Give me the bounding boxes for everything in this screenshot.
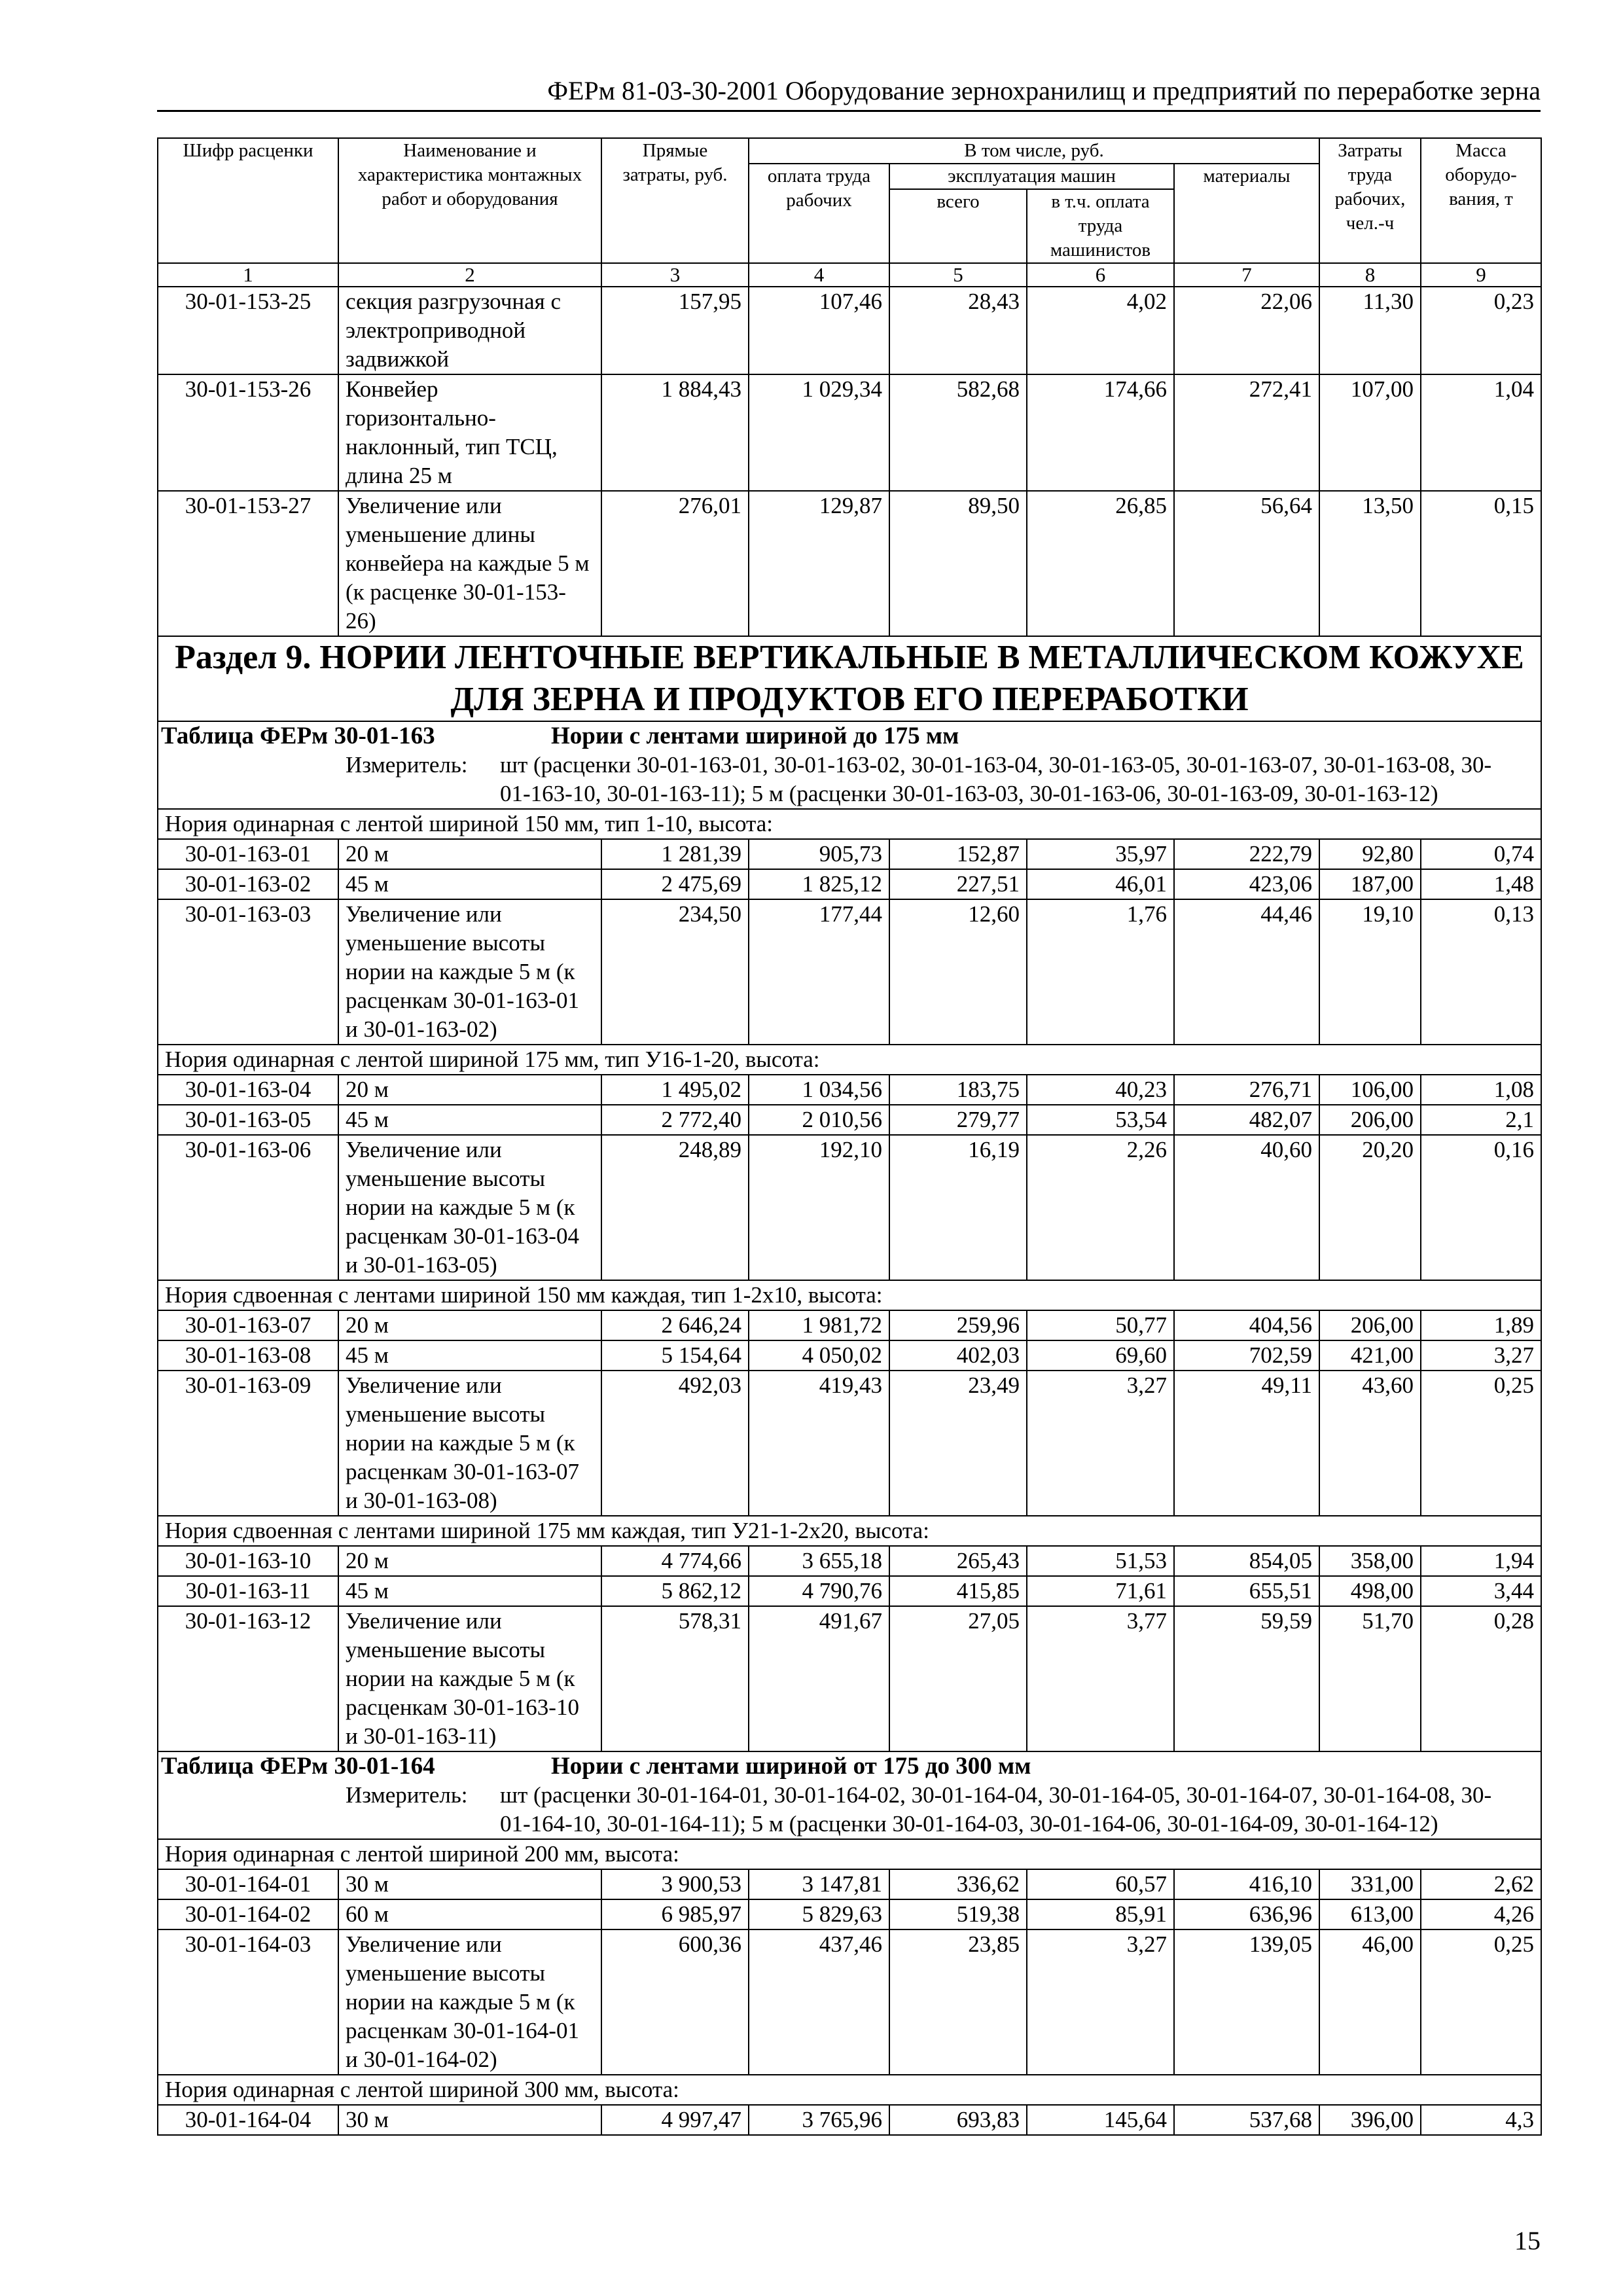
cell-mass: 1,04 (1421, 374, 1541, 491)
work-name: Увеличение или уменьшение высоты нории на каждые 5 м (к расценкам 30-01-163-10 и 30-01-163-11) (338, 1606, 601, 1751)
group-subheader: Нория сдвоенная с лентами шириной 150 мм каждая, тип 1-2х10, высота: (158, 1280, 1541, 1310)
cell-labor-pay: 2 010,56 (749, 1105, 889, 1135)
cell-machines-total: 415,85 (889, 1576, 1027, 1606)
work-name: Увеличение или уменьшение высоты нории на каждые 5 м (к расценкам 30-01-164-01 и 30-01-164-02) (338, 1929, 601, 2075)
cell-direct: 2 475,69 (601, 869, 749, 899)
cell-machines-total: 152,87 (889, 839, 1027, 869)
section-title: Раздел 9. НОРИИ ЛЕНТОЧНЫЕ ВЕРТИКАЛЬНЫЕ В МЕТАЛЛИЧЕСКОМ КОЖУХЕ ДЛЯ ЗЕРНА И ПРОДУКТОВ ЕГО ПЕРЕРАБОТКИ (158, 636, 1541, 721)
cell-materials: 537,68 (1174, 2105, 1319, 2135)
cell-mass: 3,44 (1421, 1576, 1541, 1606)
rate-row (158, 2105, 1541, 2135)
cell-direct: 234,50 (601, 899, 749, 1045)
rate-code: 30-01-163-10 (158, 1546, 338, 1576)
col-mass-header: Масса оборудо-вания, т (1421, 138, 1541, 263)
table-header (158, 138, 1541, 287)
rate-code: 30-01-164-03 (158, 1929, 338, 2075)
cell-machines-total: 28,43 (889, 287, 1027, 374)
col-including-header: В том числе, руб. (749, 138, 1319, 164)
cell-mass: 0,23 (1421, 287, 1541, 374)
cell-direct: 2 772,40 (601, 1105, 749, 1135)
rate-row (158, 491, 1541, 636)
cell-mass: 0,15 (1421, 491, 1541, 636)
cell-labor-pay: 4 790,76 (749, 1576, 889, 1606)
rate-row (158, 1899, 1541, 1929)
work-name: Конвейер горизонтально-наклонный, тип ТСЦ, длина 25 м (338, 374, 601, 491)
rate-code: 30-01-153-25 (158, 287, 338, 374)
cell-machines-total: 23,49 (889, 1371, 1027, 1516)
group-subheader-row (158, 1516, 1541, 1546)
cell-labor-pay: 177,44 (749, 899, 889, 1045)
cell-machines-total: 89,50 (889, 491, 1027, 636)
cell-direct: 276,01 (601, 491, 749, 636)
cell-mass: 1,08 (1421, 1075, 1541, 1105)
cell-labor-hours: 421,00 (1319, 1340, 1421, 1371)
cell-machinist-pay: 40,23 (1027, 1075, 1174, 1105)
work-name: Увеличение или уменьшение высоты нории на каждые 5 м (к расценкам 30-01-163-07 и 30-01-163-08) (338, 1371, 601, 1516)
cell-labor-hours: 206,00 (1319, 1105, 1421, 1135)
cell-direct: 1 281,39 (601, 839, 749, 869)
column-number: 7 (1174, 263, 1319, 287)
column-number: 4 (749, 263, 889, 287)
col-name-header: Наименование и характеристика монтажных работ и оборудования (338, 138, 601, 263)
cell-machinist-pay: 60,57 (1027, 1869, 1174, 1899)
cell-labor-pay: 129,87 (749, 491, 889, 636)
cell-materials: 423,06 (1174, 869, 1319, 899)
cell-materials: 56,64 (1174, 491, 1319, 636)
cell-machines-total: 12,60 (889, 899, 1027, 1045)
col-direct-header: Прямые затраты, руб. (601, 138, 749, 263)
cell-materials: 139,05 (1174, 1929, 1319, 2075)
rate-code: 30-01-163-04 (158, 1075, 338, 1105)
work-name: 45 м (338, 1340, 601, 1371)
rate-code: 30-01-163-05 (158, 1105, 338, 1135)
cell-labor-pay: 1 034,56 (749, 1075, 889, 1105)
work-name: секция разгрузочная с электроприводной задвижкой (338, 287, 601, 374)
col-materials-header: материалы (1174, 164, 1319, 263)
table-title: Нории с лентами шириной до 175 мм (551, 723, 959, 749)
group-subheader: Нория одинарная с лентой шириной 175 мм, тип У16-1-20, высота: (158, 1045, 1541, 1075)
cell-mass: 0,74 (1421, 839, 1541, 869)
cell-labor-hours: 46,00 (1319, 1929, 1421, 2075)
cell-mass: 4,26 (1421, 1899, 1541, 1929)
cell-direct: 248,89 (601, 1135, 749, 1280)
cell-machines-total: 23,85 (889, 1929, 1027, 2075)
cell-mass: 4,3 (1421, 2105, 1541, 2135)
cell-direct: 6 985,97 (601, 1899, 749, 1929)
col-code-header: Шифр расценки (158, 138, 338, 263)
rate-code: 30-01-153-26 (158, 374, 338, 491)
work-name: 45 м (338, 869, 601, 899)
cell-machinist-pay: 4,02 (1027, 287, 1174, 374)
group-subheader: Нория одинарная с лентой шириной 150 мм, тип 1-10, высота: (158, 809, 1541, 839)
cell-materials: 276,71 (1174, 1075, 1319, 1105)
work-name: Увеличение или уменьшение высоты нории на каждые 5 м (к расценкам 30-01-163-01 и 30-01-163-02) (338, 899, 601, 1045)
work-name: Увеличение или уменьшение высоты нории на каждые 5 м (к расценкам 30-01-163-04 и 30-01-163-05) (338, 1135, 601, 1280)
cell-direct: 3 900,53 (601, 1869, 749, 1899)
cell-materials: 49,11 (1174, 1371, 1319, 1516)
cell-labor-hours: 19,10 (1319, 899, 1421, 1045)
column-number: 6 (1027, 263, 1174, 287)
cell-labor-pay: 3 765,96 (749, 2105, 889, 2135)
cell-labor-hours: 331,00 (1319, 1869, 1421, 1899)
column-number: 5 (889, 263, 1027, 287)
cell-materials: 22,06 (1174, 287, 1319, 374)
group-subheader: Нория одинарная с лентой шириной 300 мм, высота: (158, 2075, 1541, 2105)
rate-row (158, 869, 1541, 899)
cell-machines-total: 279,77 (889, 1105, 1027, 1135)
group-subheader-row (158, 809, 1541, 839)
cell-materials: 44,46 (1174, 899, 1319, 1045)
cell-labor-pay: 5 829,63 (749, 1899, 889, 1929)
column-number: 2 (338, 263, 601, 287)
cell-labor-hours: 43,60 (1319, 1371, 1421, 1516)
cell-labor-pay: 1 029,34 (749, 374, 889, 491)
cell-direct: 4 997,47 (601, 2105, 749, 2135)
cell-labor-hours: 106,00 (1319, 1075, 1421, 1105)
cell-mass: 1,48 (1421, 869, 1541, 899)
cell-direct: 5 154,64 (601, 1340, 749, 1371)
cell-labor-pay: 3 147,81 (749, 1869, 889, 1899)
rate-code: 30-01-163-03 (158, 899, 338, 1045)
table-code: Таблица ФЕРм 30-01-164 (161, 1753, 435, 1780)
rate-row (158, 1576, 1541, 1606)
work-name: 30 м (338, 2105, 601, 2135)
cell-labor-pay: 437,46 (749, 1929, 889, 2075)
cell-labor-hours: 92,80 (1319, 839, 1421, 869)
cell-labor-pay: 1 981,72 (749, 1310, 889, 1340)
running-header: ФЕРм 81-03-30-2001 Оборудование зернохранилищ и предприятий по переработке зерна (157, 72, 1541, 112)
cell-labor-hours: 13,50 (1319, 491, 1421, 636)
rate-row (158, 287, 1541, 374)
cell-machinist-pay: 3,27 (1027, 1371, 1174, 1516)
col-labor-pay-header: оплата труда рабочих (749, 164, 889, 263)
cell-labor-hours: 206,00 (1319, 1310, 1421, 1340)
cell-machines-total: 27,05 (889, 1606, 1027, 1751)
cell-machinist-pay: 69,60 (1027, 1340, 1174, 1371)
rate-row (158, 1371, 1541, 1516)
rate-row (158, 1310, 1541, 1340)
measure-label: Измеритель: (346, 1782, 468, 1808)
work-name: 45 м (338, 1105, 601, 1135)
cell-labor-pay: 905,73 (749, 839, 889, 869)
cell-labor-pay: 192,10 (749, 1135, 889, 1280)
cell-materials: 222,79 (1174, 839, 1319, 869)
rate-row (158, 1606, 1541, 1751)
cell-labor-hours: 613,00 (1319, 1899, 1421, 1929)
cell-materials: 404,56 (1174, 1310, 1319, 1340)
rate-code: 30-01-163-01 (158, 839, 338, 869)
cell-labor-hours: 396,00 (1319, 2105, 1421, 2135)
group-subheader: Нория сдвоенная с лентами шириной 175 мм каждая, тип У21-1-2х20, высота: (158, 1516, 1541, 1546)
rate-code: 30-01-164-02 (158, 1899, 338, 1929)
rate-code: 30-01-163-08 (158, 1340, 338, 1371)
cell-machines-total: 183,75 (889, 1075, 1027, 1105)
cell-direct: 5 862,12 (601, 1576, 749, 1606)
rates-table (157, 137, 1542, 2136)
group-subheader-row (158, 2075, 1541, 2105)
rate-code: 30-01-164-04 (158, 2105, 338, 2135)
cell-machines-total: 402,03 (889, 1340, 1027, 1371)
cell-labor-pay: 4 050,02 (749, 1340, 889, 1371)
cell-labor-hours: 51,70 (1319, 1606, 1421, 1751)
rate-code: 30-01-164-01 (158, 1869, 338, 1899)
cell-machinist-pay: 145,64 (1027, 2105, 1174, 2135)
group-subheader-row (158, 1280, 1541, 1310)
cell-direct: 578,31 (601, 1606, 749, 1751)
cell-machinist-pay: 71,61 (1027, 1576, 1174, 1606)
group-subheader-row (158, 1839, 1541, 1869)
table-body (158, 287, 1541, 2135)
rate-row (158, 839, 1541, 869)
column-number: 8 (1319, 263, 1421, 287)
cell-materials: 655,51 (1174, 1576, 1319, 1606)
rate-code: 30-01-163-06 (158, 1135, 338, 1280)
cell-machinist-pay: 26,85 (1027, 491, 1174, 636)
cell-mass: 2,1 (1421, 1105, 1541, 1135)
measure-label: Измеритель: (346, 752, 468, 778)
page-number: 15 (1514, 2226, 1541, 2255)
cell-direct: 157,95 (601, 287, 749, 374)
cell-labor-hours: 20,20 (1319, 1135, 1421, 1280)
cell-materials: 854,05 (1174, 1546, 1319, 1576)
cell-labor-pay: 107,46 (749, 287, 889, 374)
cell-labor-hours: 11,30 (1319, 287, 1421, 374)
measure-row (158, 1781, 1541, 1839)
cell-machines-total: 336,62 (889, 1869, 1027, 1899)
work-name: 20 м (338, 1075, 601, 1105)
work-name: 45 м (338, 1576, 601, 1606)
column-number: 9 (1421, 263, 1541, 287)
cell-materials: 636,96 (1174, 1899, 1319, 1929)
cell-machinist-pay: 85,91 (1027, 1899, 1174, 1929)
cell-materials: 416,10 (1174, 1869, 1319, 1899)
cell-materials: 40,60 (1174, 1135, 1319, 1280)
cell-mass: 0,25 (1421, 1929, 1541, 2075)
rate-code: 30-01-163-12 (158, 1606, 338, 1751)
cell-labor-pay: 419,43 (749, 1371, 889, 1516)
cell-machinist-pay: 3,77 (1027, 1606, 1174, 1751)
section-title-row (158, 636, 1541, 721)
cell-materials: 702,59 (1174, 1340, 1319, 1371)
cell-labor-hours: 498,00 (1319, 1576, 1421, 1606)
cell-machines-total: 265,43 (889, 1546, 1027, 1576)
cell-direct: 1 495,02 (601, 1075, 749, 1105)
cell-direct: 2 646,24 (601, 1310, 749, 1340)
rate-row (158, 1105, 1541, 1135)
column-numbers-row (158, 263, 1541, 287)
cell-machinist-pay: 46,01 (1027, 869, 1174, 899)
work-name: 60 м (338, 1899, 601, 1929)
work-name: Увеличение или уменьшение длины конвейера на каждые 5 м (к расценке 30-01-153-26) (338, 491, 601, 636)
table-title-row (158, 721, 1541, 751)
col-machines-header: эксплуатация машин (889, 164, 1174, 189)
cell-mass: 3,27 (1421, 1340, 1541, 1371)
cell-labor-hours: 187,00 (1319, 869, 1421, 899)
cell-materials: 482,07 (1174, 1105, 1319, 1135)
cell-direct: 1 884,43 (601, 374, 749, 491)
col-labor-hours-header: Затраты труда рабочих, чел.-ч (1319, 138, 1421, 263)
cell-mass: 0,25 (1421, 1371, 1541, 1516)
cell-labor-pay: 491,67 (749, 1606, 889, 1751)
cell-direct: 600,36 (601, 1929, 749, 2075)
cell-mass: 2,62 (1421, 1869, 1541, 1899)
cell-machines-total: 16,19 (889, 1135, 1027, 1280)
rate-row (158, 1135, 1541, 1280)
rate-code: 30-01-163-09 (158, 1371, 338, 1516)
rate-row (158, 1546, 1541, 1576)
cell-machinist-pay: 174,66 (1027, 374, 1174, 491)
cell-machines-total: 582,68 (889, 374, 1027, 491)
measure-row (158, 751, 1541, 809)
cell-labor-hours: 107,00 (1319, 374, 1421, 491)
rate-row (158, 374, 1541, 491)
rate-row (158, 1929, 1541, 2075)
col-machinist-pay-header: в т.ч. оплата труда машинистов (1027, 189, 1174, 263)
cell-mass: 0,13 (1421, 899, 1541, 1045)
cell-labor-hours: 358,00 (1319, 1546, 1421, 1576)
work-name: 20 м (338, 839, 601, 869)
group-subheader: Нория одинарная с лентой шириной 200 мм, высота: (158, 1839, 1541, 1869)
rate-code: 30-01-153-27 (158, 491, 338, 636)
rate-code: 30-01-163-11 (158, 1576, 338, 1606)
cell-materials: 272,41 (1174, 374, 1319, 491)
work-name: 30 м (338, 1869, 601, 1899)
rate-row (158, 1340, 1541, 1371)
rate-code: 30-01-163-07 (158, 1310, 338, 1340)
column-number: 1 (158, 263, 338, 287)
rate-code: 30-01-163-02 (158, 869, 338, 899)
cell-labor-pay: 3 655,18 (749, 1546, 889, 1576)
table-code: Таблица ФЕРм 30-01-163 (161, 723, 435, 749)
work-name: 20 м (338, 1546, 601, 1576)
cell-mass: 0,28 (1421, 1606, 1541, 1751)
cell-machines-total: 693,83 (889, 2105, 1027, 2135)
column-number: 3 (601, 263, 749, 287)
cell-machinist-pay: 2,26 (1027, 1135, 1174, 1280)
group-subheader-row (158, 1045, 1541, 1075)
cell-machinist-pay: 53,54 (1027, 1105, 1174, 1135)
measure-text: шт (расценки 30-01-163-01, 30-01-163-02, 30-01-163-04, 30-01-163-05, 30-01-163-07, 30-01-163-08, 30-01-163-10, 30-01-163-11); 5 м (расценки 30-01-163-03, 30-01-163-06, 30-01-163-09, 30-01-163-12) (500, 752, 1492, 806)
cell-machinist-pay: 3,27 (1027, 1929, 1174, 2075)
cell-machinist-pay: 35,97 (1027, 839, 1174, 869)
work-name: 20 м (338, 1310, 601, 1340)
measure-text: шт (расценки 30-01-164-01, 30-01-164-02, 30-01-164-04, 30-01-164-05, 30-01-164-07, 30-01-164-08, 30-01-164-10, 30-01-164-11); 5 м (расценки 30-01-164-03, 30-01-164-06, 30-01-164-09, 30-01-164-12) (500, 1782, 1492, 1837)
cell-labor-pay: 1 825,12 (749, 869, 889, 899)
table-title-row (158, 1751, 1541, 1781)
rate-row (158, 1075, 1541, 1105)
cell-machines-total: 519,38 (889, 1899, 1027, 1929)
cell-machinist-pay: 51,53 (1027, 1546, 1174, 1576)
cell-direct: 4 774,66 (601, 1546, 749, 1576)
cell-mass: 0,16 (1421, 1135, 1541, 1280)
cell-machines-total: 259,96 (889, 1310, 1027, 1340)
cell-machines-total: 227,51 (889, 869, 1027, 899)
cell-mass: 1,94 (1421, 1546, 1541, 1576)
cell-mass: 1,89 (1421, 1310, 1541, 1340)
rate-row (158, 1869, 1541, 1899)
rate-row (158, 899, 1541, 1045)
cell-materials: 59,59 (1174, 1606, 1319, 1751)
col-machines-total-header: всего (889, 189, 1027, 263)
cell-machinist-pay: 50,77 (1027, 1310, 1174, 1340)
table-title: Нории с лентами шириной от 175 до 300 мм (551, 1753, 1031, 1780)
cell-machinist-pay: 1,76 (1027, 899, 1174, 1045)
cell-direct: 492,03 (601, 1371, 749, 1516)
